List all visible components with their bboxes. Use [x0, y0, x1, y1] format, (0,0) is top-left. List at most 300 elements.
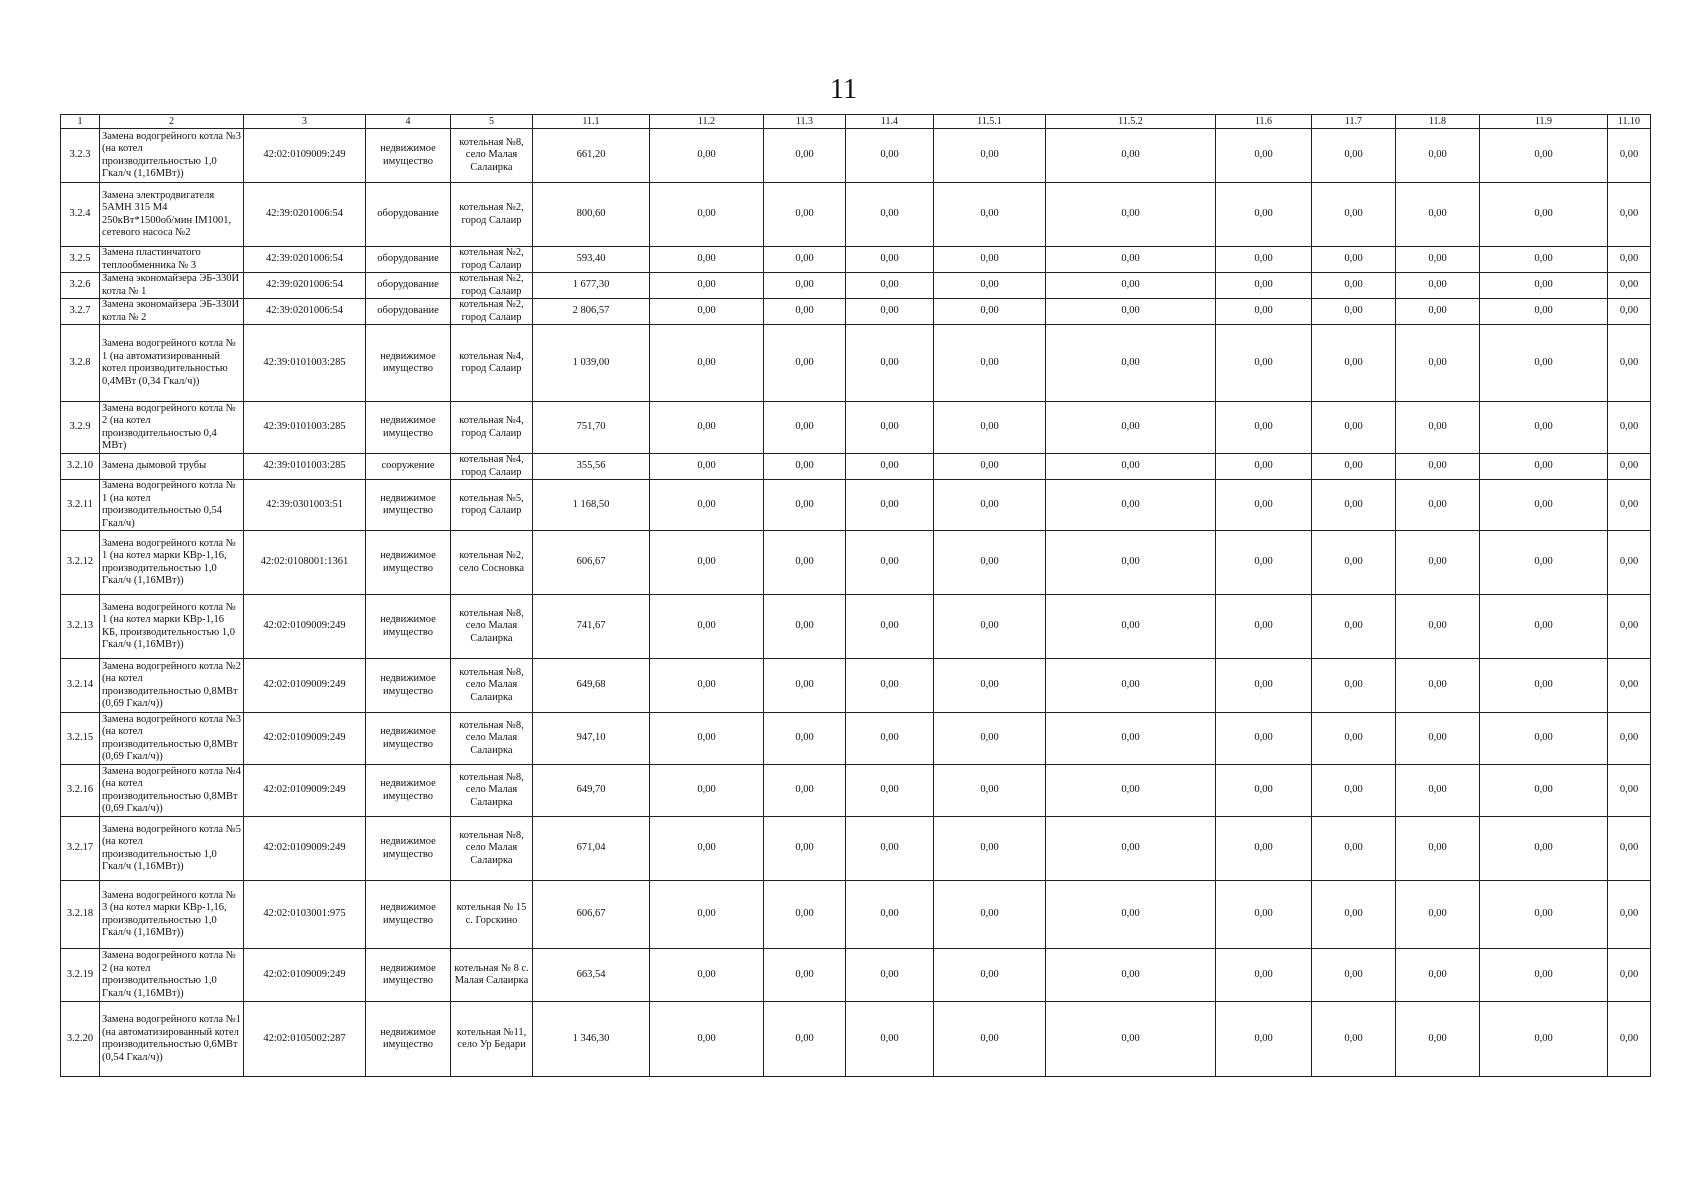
value-cell: 0,00 [1216, 299, 1312, 325]
value-11-1: 606,67 [533, 881, 650, 949]
column-header: 11.8 [1396, 115, 1480, 129]
object-type: недвижимое имущество [366, 129, 451, 183]
cadastral-number: 42:02:0108001:1361 [244, 531, 366, 595]
column-header: 11.7 [1312, 115, 1396, 129]
value-cell: 0,00 [764, 273, 846, 299]
value-cell: 0,00 [1608, 881, 1651, 949]
object-location: котельная №8, село Малая Салаирка [451, 817, 533, 881]
value-cell: 0,00 [1480, 713, 1608, 765]
value-cell: 0,00 [1312, 480, 1396, 531]
value-cell: 0,00 [1480, 129, 1608, 183]
value-cell: 0,00 [1046, 1002, 1216, 1077]
value-11-1: 355,56 [533, 454, 650, 480]
object-type: сооружение [366, 454, 451, 480]
object-location: котельная № 15 с. Горскино [451, 881, 533, 949]
work-description: Замена водогрейного котла № 2 (на котел производительностью 1,0 Гкал/ч (1,16МВт)) [100, 949, 244, 1002]
work-description: Замена водогрейного котла №5 (на котел производительностью 1,0 Гкал/ч (1,16МВт)) [100, 817, 244, 881]
object-type: недвижимое имущество [366, 325, 451, 402]
value-cell: 0,00 [934, 402, 1046, 454]
object-location: котельная №2, город Салаир [451, 273, 533, 299]
value-cell: 0,00 [1046, 595, 1216, 659]
table-row [61, 183, 1651, 247]
object-location: котельная №8, село Малая Салаирка [451, 765, 533, 817]
cadastral-number: 42:02:0109009:249 [244, 949, 366, 1002]
value-11-1: 593,40 [533, 247, 650, 273]
row-number: 3.2.8 [61, 325, 100, 402]
value-cell: 0,00 [1312, 273, 1396, 299]
value-cell: 0,00 [1046, 949, 1216, 1002]
value-cell: 0,00 [934, 881, 1046, 949]
cadastral-number: 42:02:0105002:287 [244, 1002, 366, 1077]
cadastral-number: 42:02:0109009:249 [244, 817, 366, 881]
value-cell: 0,00 [1480, 949, 1608, 1002]
object-location: котельная №5, город Салаир [451, 480, 533, 531]
value-cell: 0,00 [650, 454, 764, 480]
value-cell: 0,00 [650, 1002, 764, 1077]
value-cell: 0,00 [764, 595, 846, 659]
work-description: Замена водогрейного котла № 1 (на котел производительностью 0,54 Гкал/ч) [100, 480, 244, 531]
row-number: 3.2.5 [61, 247, 100, 273]
value-cell: 0,00 [1480, 881, 1608, 949]
column-header: 5 [451, 115, 533, 129]
value-cell: 0,00 [1396, 129, 1480, 183]
value-cell: 0,00 [1480, 659, 1608, 713]
value-cell: 0,00 [764, 659, 846, 713]
object-type: недвижимое имущество [366, 765, 451, 817]
value-cell: 0,00 [934, 531, 1046, 595]
value-cell: 0,00 [1312, 299, 1396, 325]
column-header: 11.5.2 [1046, 115, 1216, 129]
value-cell: 0,00 [1608, 659, 1651, 713]
value-cell: 0,00 [1046, 402, 1216, 454]
work-description: Замена водогрейного котла №4 (на котел производительностью 0,8МВт (0,69 Гкал/ч)) [100, 765, 244, 817]
work-description: Замена водогрейного котла №3 (на котел производительностью 1,0 Гкал/ч (1,16МВт)) [100, 129, 244, 183]
value-cell: 0,00 [1312, 881, 1396, 949]
value-cell: 0,00 [650, 949, 764, 1002]
value-cell: 0,00 [650, 402, 764, 454]
value-11-1: 606,67 [533, 531, 650, 595]
value-cell: 0,00 [934, 765, 1046, 817]
value-cell: 0,00 [1046, 325, 1216, 402]
header-row [61, 115, 1651, 129]
value-cell: 0,00 [846, 659, 934, 713]
object-type: недвижимое имущество [366, 480, 451, 531]
cadastral-number: 42:02:0109009:249 [244, 659, 366, 713]
value-cell: 0,00 [650, 247, 764, 273]
row-number: 3.2.17 [61, 817, 100, 881]
object-type: недвижимое имущество [366, 531, 451, 595]
value-11-1: 1 168,50 [533, 480, 650, 531]
table-row [61, 817, 1651, 881]
value-cell: 0,00 [934, 659, 1046, 713]
value-cell: 0,00 [846, 325, 934, 402]
value-cell: 0,00 [1396, 881, 1480, 949]
value-11-1: 2 806,57 [533, 299, 650, 325]
value-cell: 0,00 [1608, 299, 1651, 325]
value-cell: 0,00 [1480, 247, 1608, 273]
row-number: 3.2.3 [61, 129, 100, 183]
value-cell: 0,00 [934, 1002, 1046, 1077]
row-number: 3.2.12 [61, 531, 100, 595]
table-row [61, 881, 1651, 949]
value-cell: 0,00 [764, 713, 846, 765]
object-type: оборудование [366, 183, 451, 247]
value-11-1: 649,68 [533, 659, 650, 713]
object-type: оборудование [366, 247, 451, 273]
value-cell: 0,00 [1480, 273, 1608, 299]
object-type: недвижимое имущество [366, 659, 451, 713]
value-cell: 0,00 [846, 247, 934, 273]
value-cell: 0,00 [1216, 713, 1312, 765]
value-cell: 0,00 [1396, 273, 1480, 299]
value-cell: 0,00 [846, 531, 934, 595]
table-row [61, 299, 1651, 325]
value-cell: 0,00 [1046, 299, 1216, 325]
value-cell: 0,00 [764, 454, 846, 480]
value-cell: 0,00 [650, 713, 764, 765]
table-row [61, 659, 1651, 713]
work-description: Замена водогрейного котла №2 (на котел производительностью 0,8МВт (0,69 Гкал/ч)) [100, 659, 244, 713]
value-cell: 0,00 [846, 273, 934, 299]
value-cell: 0,00 [650, 325, 764, 402]
value-cell: 0,00 [846, 949, 934, 1002]
value-cell: 0,00 [1608, 949, 1651, 1002]
object-type: недвижимое имущество [366, 595, 451, 659]
value-cell: 0,00 [1396, 325, 1480, 402]
column-header: 11.5.1 [934, 115, 1046, 129]
value-cell: 0,00 [934, 247, 1046, 273]
table-row [61, 273, 1651, 299]
table-row [61, 480, 1651, 531]
row-number: 3.2.11 [61, 480, 100, 531]
value-cell: 0,00 [764, 949, 846, 1002]
value-cell: 0,00 [1608, 1002, 1651, 1077]
value-cell: 0,00 [934, 454, 1046, 480]
value-cell: 0,00 [1216, 480, 1312, 531]
value-cell: 0,00 [1312, 325, 1396, 402]
value-11-1: 663,54 [533, 949, 650, 1002]
table-header [61, 115, 1651, 129]
value-cell: 0,00 [1396, 659, 1480, 713]
value-cell: 0,00 [764, 183, 846, 247]
work-description: Замена электродвигателя 5АМН 315 М4 250кВт*1500об/мин IM1001, сетевого насоса №2 [100, 183, 244, 247]
table-row [61, 595, 1651, 659]
value-cell: 0,00 [1312, 129, 1396, 183]
value-cell: 0,00 [1480, 299, 1608, 325]
object-location: котельная №2, город Салаир [451, 299, 533, 325]
value-cell: 0,00 [1396, 480, 1480, 531]
cadastral-number: 42:39:0301003:51 [244, 480, 366, 531]
value-cell: 0,00 [650, 531, 764, 595]
column-header: 11.2 [650, 115, 764, 129]
value-11-1: 1 346,30 [533, 1002, 650, 1077]
table-row [61, 1002, 1651, 1077]
work-description: Замена водогрейного котла № 1 (на автоматизированный котел производительностью 0,4МВт (0,34 Гкал/ч)) [100, 325, 244, 402]
value-cell: 0,00 [1312, 531, 1396, 595]
value-cell: 0,00 [1216, 1002, 1312, 1077]
value-cell: 0,00 [1480, 817, 1608, 881]
row-number: 3.2.14 [61, 659, 100, 713]
value-cell: 0,00 [934, 949, 1046, 1002]
object-location: котельная №4, город Салаир [451, 454, 533, 480]
data-table [60, 114, 1651, 1077]
cadastral-number: 42:02:0109009:249 [244, 765, 366, 817]
row-number: 3.2.15 [61, 713, 100, 765]
value-cell: 0,00 [934, 273, 1046, 299]
value-cell: 0,00 [764, 765, 846, 817]
work-description: Замена экономайзера ЭБ-330И котла № 1 [100, 273, 244, 299]
value-11-1: 751,70 [533, 402, 650, 454]
object-location: котельная №2, село Сосновка [451, 531, 533, 595]
value-cell: 0,00 [650, 817, 764, 881]
work-description: Замена дымовой трубы [100, 454, 244, 480]
work-description: Замена экономайзера ЭБ-330И котла № 2 [100, 299, 244, 325]
page-number: 11 [830, 74, 857, 105]
value-cell: 0,00 [1396, 1002, 1480, 1077]
value-cell: 0,00 [1396, 713, 1480, 765]
table-row [61, 765, 1651, 817]
column-header: 11.9 [1480, 115, 1608, 129]
value-cell: 0,00 [846, 299, 934, 325]
row-number: 3.2.9 [61, 402, 100, 454]
value-cell: 0,00 [1216, 247, 1312, 273]
table-body [61, 129, 1651, 1077]
row-number: 3.2.6 [61, 273, 100, 299]
value-cell: 0,00 [1608, 183, 1651, 247]
value-cell: 0,00 [1216, 531, 1312, 595]
table-row [61, 531, 1651, 595]
value-cell: 0,00 [1046, 881, 1216, 949]
value-cell: 0,00 [1046, 531, 1216, 595]
row-number: 3.2.7 [61, 299, 100, 325]
value-cell: 0,00 [650, 881, 764, 949]
object-location: котельная №2, город Салаир [451, 183, 533, 247]
value-11-1: 661,20 [533, 129, 650, 183]
value-cell: 0,00 [764, 247, 846, 273]
object-location: котельная №8, село Малая Салаирка [451, 659, 533, 713]
value-cell: 0,00 [1608, 531, 1651, 595]
value-cell: 0,00 [1312, 1002, 1396, 1077]
value-cell: 0,00 [846, 765, 934, 817]
value-cell: 0,00 [934, 817, 1046, 881]
value-cell: 0,00 [1608, 817, 1651, 881]
value-cell: 0,00 [1608, 454, 1651, 480]
value-cell: 0,00 [1216, 273, 1312, 299]
object-location: котельная №11, село Ур Бедари [451, 1002, 533, 1077]
table-row [61, 129, 1651, 183]
column-header: 3 [244, 115, 366, 129]
value-cell: 0,00 [1312, 765, 1396, 817]
row-number: 3.2.13 [61, 595, 100, 659]
value-cell: 0,00 [1608, 325, 1651, 402]
value-cell: 0,00 [1312, 183, 1396, 247]
value-11-1: 741,67 [533, 595, 650, 659]
work-description: Замена водогрейного котла №3 (на котел производительностью 0,8МВт (0,69 Гкал/ч)) [100, 713, 244, 765]
value-cell: 0,00 [1216, 817, 1312, 881]
object-location: котельная №2, город Салаир [451, 247, 533, 273]
value-cell: 0,00 [1480, 325, 1608, 402]
work-description: Замена водогрейного котла № 1 (на котел марки КВр-1,16 КБ, производительностью 1,0 Гкал/ч (1,16МВт)) [100, 595, 244, 659]
value-cell: 0,00 [1312, 402, 1396, 454]
object-location: котельная №8, село Малая Салаирка [451, 595, 533, 659]
row-number: 3.2.4 [61, 183, 100, 247]
value-cell: 0,00 [1312, 454, 1396, 480]
value-cell: 0,00 [1216, 183, 1312, 247]
column-header: 1 [61, 115, 100, 129]
value-cell: 0,00 [764, 402, 846, 454]
object-type: недвижимое имущество [366, 817, 451, 881]
value-cell: 0,00 [1046, 480, 1216, 531]
value-cell: 0,00 [650, 273, 764, 299]
column-header: 4 [366, 115, 451, 129]
value-cell: 0,00 [650, 183, 764, 247]
work-description: Замена водогрейного котла №1 (на автоматизированный котел производительностью 0,6МВт (0,54 Гкал/ч)) [100, 1002, 244, 1077]
value-cell: 0,00 [1046, 659, 1216, 713]
value-11-1: 649,70 [533, 765, 650, 817]
value-cell: 0,00 [1216, 659, 1312, 713]
table-row [61, 325, 1651, 402]
value-cell: 0,00 [1480, 1002, 1608, 1077]
value-11-1: 1 677,30 [533, 273, 650, 299]
row-number: 3.2.18 [61, 881, 100, 949]
row-number: 3.2.16 [61, 765, 100, 817]
value-11-1: 1 039,00 [533, 325, 650, 402]
cadastral-number: 42:39:0201006:54 [244, 273, 366, 299]
object-location: котельная №4, город Салаир [451, 325, 533, 402]
value-cell: 0,00 [650, 299, 764, 325]
value-cell: 0,00 [1608, 402, 1651, 454]
value-cell: 0,00 [1216, 325, 1312, 402]
object-type: недвижимое имущество [366, 949, 451, 1002]
value-cell: 0,00 [1396, 299, 1480, 325]
value-cell: 0,00 [1216, 765, 1312, 817]
object-type: недвижимое имущество [366, 1002, 451, 1077]
value-cell: 0,00 [846, 1002, 934, 1077]
work-description: Замена водогрейного котла № 1 (на котел марки КВр-1,16, производительностью 1,0 Гкал/ч (1,16МВт)) [100, 531, 244, 595]
value-cell: 0,00 [1396, 817, 1480, 881]
cadastral-number: 42:39:0101003:285 [244, 325, 366, 402]
value-cell: 0,00 [1312, 949, 1396, 1002]
value-cell: 0,00 [1608, 595, 1651, 659]
value-cell: 0,00 [1312, 817, 1396, 881]
value-cell: 0,00 [934, 325, 1046, 402]
value-cell: 0,00 [1216, 454, 1312, 480]
value-cell: 0,00 [1396, 247, 1480, 273]
value-cell: 0,00 [1396, 183, 1480, 247]
value-cell: 0,00 [1396, 402, 1480, 454]
column-header: 11.3 [764, 115, 846, 129]
value-cell: 0,00 [1608, 713, 1651, 765]
value-cell: 0,00 [764, 531, 846, 595]
column-header: 2 [100, 115, 244, 129]
value-cell: 0,00 [650, 595, 764, 659]
value-cell: 0,00 [650, 659, 764, 713]
value-cell: 0,00 [764, 480, 846, 531]
value-cell: 0,00 [1608, 247, 1651, 273]
value-cell: 0,00 [1480, 402, 1608, 454]
work-description: Замена водогрейного котла № 3 (на котел марки КВр-1,16, производительностью 1,0 Гкал/ч (1,16МВт)) [100, 881, 244, 949]
object-location: котельная №4, город Салаир [451, 402, 533, 454]
value-cell: 0,00 [846, 480, 934, 531]
value-cell: 0,00 [764, 817, 846, 881]
table-row [61, 949, 1651, 1002]
column-header: 11.10 [1608, 115, 1651, 129]
value-cell: 0,00 [934, 299, 1046, 325]
cadastral-number: 42:39:0201006:54 [244, 247, 366, 273]
value-cell: 0,00 [1216, 129, 1312, 183]
object-type: оборудование [366, 299, 451, 325]
value-11-1: 671,04 [533, 817, 650, 881]
value-cell: 0,00 [846, 713, 934, 765]
value-cell: 0,00 [1046, 817, 1216, 881]
table-row [61, 402, 1651, 454]
cadastral-number: 42:39:0101003:285 [244, 402, 366, 454]
cadastral-number: 42:39:0201006:54 [244, 299, 366, 325]
value-cell: 0,00 [650, 765, 764, 817]
value-cell: 0,00 [1046, 129, 1216, 183]
row-number: 3.2.10 [61, 454, 100, 480]
value-cell: 0,00 [1396, 454, 1480, 480]
value-cell: 0,00 [934, 713, 1046, 765]
value-cell: 0,00 [1480, 595, 1608, 659]
value-cell: 0,00 [934, 480, 1046, 531]
row-number: 3.2.19 [61, 949, 100, 1002]
value-cell: 0,00 [1608, 480, 1651, 531]
object-type: недвижимое имущество [366, 713, 451, 765]
value-cell: 0,00 [1312, 247, 1396, 273]
value-cell: 0,00 [1216, 402, 1312, 454]
cadastral-number: 42:02:0109009:249 [244, 595, 366, 659]
value-cell: 0,00 [1396, 949, 1480, 1002]
table-row [61, 713, 1651, 765]
value-cell: 0,00 [764, 299, 846, 325]
value-cell: 0,00 [1480, 480, 1608, 531]
value-cell: 0,00 [934, 183, 1046, 247]
object-type: недвижимое имущество [366, 402, 451, 454]
value-cell: 0,00 [846, 595, 934, 659]
value-cell: 0,00 [1480, 531, 1608, 595]
value-cell: 0,00 [764, 1002, 846, 1077]
column-header: 11.4 [846, 115, 934, 129]
work-description: Замена пластинчатого теплообменника № 3 [100, 247, 244, 273]
value-cell: 0,00 [1046, 765, 1216, 817]
value-cell: 0,00 [650, 480, 764, 531]
value-cell: 0,00 [764, 881, 846, 949]
object-type: оборудование [366, 273, 451, 299]
value-cell: 0,00 [1396, 765, 1480, 817]
value-cell: 0,00 [1046, 713, 1216, 765]
cadastral-number: 42:39:0101003:285 [244, 454, 366, 480]
value-cell: 0,00 [1480, 183, 1608, 247]
value-cell: 0,00 [1608, 273, 1651, 299]
row-number: 3.2.20 [61, 1002, 100, 1077]
value-cell: 0,00 [1480, 765, 1608, 817]
value-cell: 0,00 [1216, 881, 1312, 949]
cadastral-number: 42:02:0109009:249 [244, 713, 366, 765]
value-11-1: 800,60 [533, 183, 650, 247]
value-cell: 0,00 [1216, 949, 1312, 1002]
value-cell: 0,00 [764, 129, 846, 183]
cadastral-number: 42:39:0201006:54 [244, 183, 366, 247]
object-location: котельная №8, село Малая Салаирка [451, 713, 533, 765]
value-cell: 0,00 [1046, 273, 1216, 299]
object-location: котельная №8, село Малая Салаирка [451, 129, 533, 183]
table-row [61, 454, 1651, 480]
value-cell: 0,00 [846, 454, 934, 480]
value-cell: 0,00 [1480, 454, 1608, 480]
value-cell: 0,00 [846, 402, 934, 454]
column-header: 11.1 [533, 115, 650, 129]
